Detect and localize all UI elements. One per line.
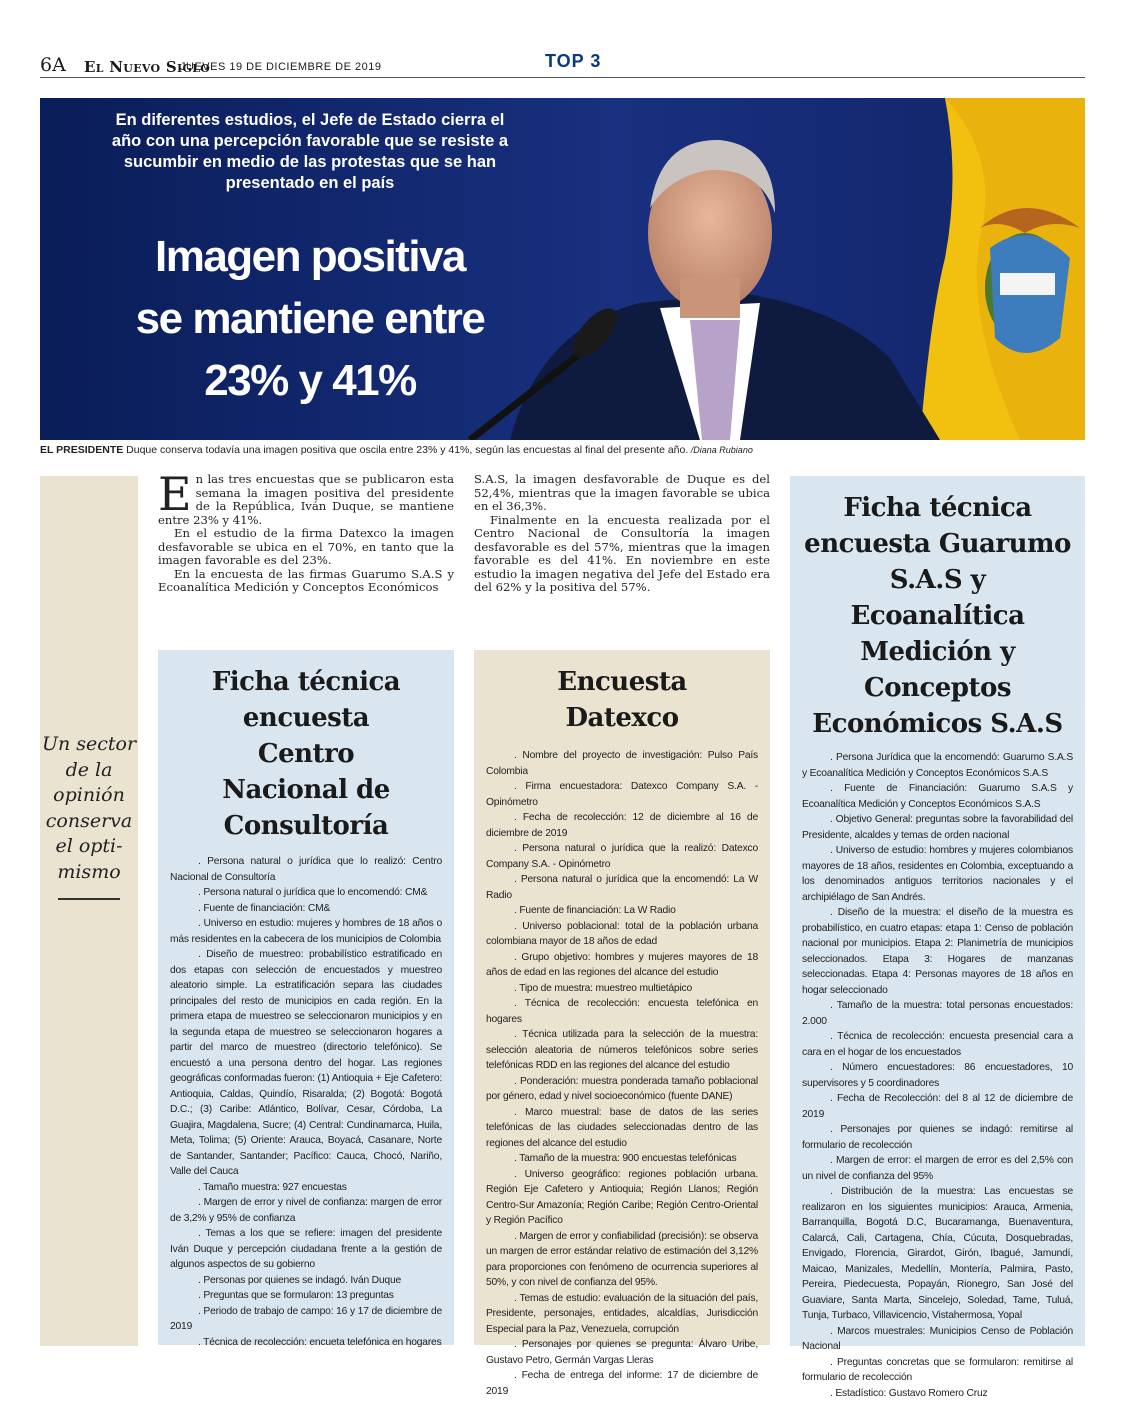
box-item: . Marcos muestrales: Municipios Censo de Población Nacional: [802, 1325, 1073, 1352]
pullquote-sidebar: [40, 476, 138, 1346]
box-item: . Fuente de Financiación: Guarumo S.A.S y Ecoanalítica Medición y Conceptos Económicos S.A.S: [802, 783, 1073, 810]
box-item: . Margen de error y nivel de confianza: margen de error de 3,2% y 95% de confianza: [170, 1197, 442, 1224]
article-paragraph-3: En la encuesta de las firmas Guarumo S.A.S y Ecoanalítica Medición y Conceptos Económicos: [158, 566, 454, 594]
box-item: . Tamaño de la muestra: total personas encuestados: 2.000: [802, 1000, 1073, 1027]
datexco-box: [474, 650, 770, 1397]
box-item: . Estadístico: Gustavo Romero Cruz: [830, 1387, 988, 1399]
box-item: . Diseño de muestreo: probabilístico estratificado en dos etapas con selección de encuestados y muestreo aleatorio simple. La estratificación separa las ciudades principales del resto de municipios en cada región. En la primera etapa de muestreo se seleccionaron municipios y en la segunda etapa de muestreo se seleccionaron hogares a partir del marco de muestreo (directorio telefónico). Se encuestó a una persona dentro del hogar. Las regiones geográficas conformadas fueron: (1) Antioquia + Eje Cafetero: Antioquia, Caldas, Quindío, Risaralda; (2) Bogotá: Bogotá D.C.; (3) Caribe: Atlántico, Bolívar, Cesar, Córdoba, La Guajira, Magdalena, Sucre; (4) Central: Cundinamarca, Huila, Meta, Tolima; (5) Oriente: Arauca, Boyacá, Casanare, Norte de Santander, Santander; Pacífico: Cauca, Chocó, Nariño, Valle del Cauca: [170, 949, 442, 1177]
article-paragraph-5: Finalmente en la encuesta realizada por el Centro Nacional de Consultoría la imagen desfavorable es del 57%, mientras que la imagen favorable es del 41%. En noviembre en este estudio la imagen negativa del Jefe del Estado era del 62% y la positiva del 57%.: [474, 512, 770, 594]
pullquote: Un sector de la opinión conserva el opti- mismo: [41, 733, 137, 883]
article-column-1: [158, 467, 454, 595]
box-item: . Temas de estudio: evaluación de la situación del país, Presidente, personajes, entidades, alcaldías, Jurisdicción Especial para la Paz, Venezuela, corrupción: [486, 1292, 758, 1335]
photo-caption: [40, 444, 1085, 456]
box-item: . Marco muestral: base de datos de las series telefónicas de las ciudades seleccionadas dentro de las regiones del alcance del estudio: [486, 1106, 758, 1149]
caption-text: Duque conserva todavía una imagen positiva que oscila entre 23% y 41%, según las encuestas al final del presente año.: [123, 444, 689, 456]
box-item: . Distribución de la muestra: Las encuestas se realizaron en los siguientes municipios: Arauca, Armenia, Barranquilla, Bogotá D.C, Bucaramanga, Buenaventura, Calarcá, Cali, Cartagena, Chía, Cúcuta, Dosquebradas, Envigado, Florencia, Girardot, Girón, Ibagué, Jamundí, Maicao, Manizales, Medellín, Montería, Palmira, Pasto, Pereira, Piedecuesta, Popayán, Rionegro, San José del Guaviare, Santa Marta, Sincelejo, Soledad, Tame, Tuluá, Tunja, Turbaco, Villavicencio, Vistahermosa, Yopal: [802, 1186, 1073, 1321]
guarumo-box-title: Ficha técnica encuesta Guarumo S.A.S y Ecoanalítica Medición y Conceptos Económicos S.A.S: [804, 493, 1071, 739]
page-header: [40, 51, 1085, 78]
box-item: . Persona natural o jurídica que lo realizó: Centro Nacional de Consultoría: [170, 856, 442, 883]
box-item: . Personajes por quienes se indagó: remitirse al formulario de recolección: [802, 1124, 1073, 1151]
box-item: . Universo en estudio: mujeres y hombres de 18 años o más residentes en la cabecera de los municipios de Colombia: [170, 918, 442, 945]
headline-line-1: Imagen positiva: [154, 232, 466, 281]
cnc-box-items: [158, 844, 454, 1350]
box-item: . Nombre del proyecto de investigación: Pulso País Colombia: [486, 750, 758, 777]
box-item: . Fecha de entrega del informe: 17 de diciembre de 2019: [486, 1370, 758, 1397]
hero-deck: En diferentes estudios, el Jefe de Estado cierra el año con una percepción favorable que se resiste a sucumbir en medio de las protestas que se han presentado en el país: [111, 111, 509, 192]
box-item: . Número encuestadores: 86 encuestadores, 10 supervisores y 5 coordinadores: [802, 1062, 1073, 1089]
box-item: . Preguntas que se formularon: 13 preguntas: [198, 1290, 394, 1301]
box-item: . Personajes por quienes se pregunta: Álvaro Uribe, Gustavo Petro, Germán Vargas Lleras: [486, 1339, 758, 1366]
caption-credit: /Diana Rubiano: [688, 445, 753, 455]
box-item: . Margen de error: el margen de error es del 2,5% con un nivel de confianza del 95%: [802, 1155, 1073, 1182]
box-item: . Periodo de trabajo de campo: 16 y 17 de diciembre de 2019: [170, 1305, 442, 1332]
box-item: . Tamaño de la muestra: 900 encuestas telefónicas: [514, 1153, 737, 1164]
box-item: . Universo geográfico: regiones población urbana. Región Eje Cafetero y Antioquia; Región Llanos; Región Centro-Sur Amazonía; Región Caribe; Región Centro-Oriental y Región Pacífico: [486, 1168, 758, 1226]
box-item: . Fecha de recolección: 12 de diciembre al 16 de diciembre de 2019: [486, 812, 758, 839]
box-item: . Técnica utilizada para la selección de la muestra: selección aleatoria de números telefónicos sobre series telefónicas RDD en las regiones del alcance del estudio: [486, 1029, 758, 1071]
box-item: . Fecha de Recolección: del 8 al 12 de diciembre de 2019: [802, 1093, 1073, 1120]
headline-line-3: 23% y 41%: [204, 356, 416, 405]
datexco-box-items: [474, 736, 770, 1399]
box-item: . Grupo objetivo: hombres y mujeres mayores de 18 años de edad en las regiones del alcance del estudio: [486, 951, 758, 978]
box-item: . Margen de error y confiabilidad (precisión): se observa un margen de error estándar relativo de estimación del 3,12% para proporciones con fenómeno de ocurrencia superiores al 50%, y con nivel de confianza del 95%.: [486, 1230, 758, 1288]
section-label: TOP 3: [545, 51, 602, 71]
guarumo-technical-box: [790, 476, 1085, 1399]
headline: [100, 226, 520, 412]
page-number: 6A: [40, 54, 66, 76]
box-item: . Técnica de recolección: encuesta presencial cara a cara en el hogar de los encuestados: [802, 1031, 1073, 1058]
box-item: . Firma encuestadora: Datexco Company S.A. - Opinómetro: [486, 781, 758, 808]
pullquote-rule: [58, 898, 120, 900]
cnc-technical-box: [158, 650, 454, 1348]
box-item: . Fuente de financiación: CM&: [198, 902, 331, 914]
box-item: . Tamaño muestra: 927 encuestas: [198, 1181, 347, 1193]
box-item: . Persona natural o jurídica que la encomendó: La W Radio: [486, 874, 758, 901]
article-paragraph-4: S.A.S, la imagen desfavorable de Duque es del 52,4%, mientras que la imagen favorable se ubica en el 36,3%.: [474, 472, 770, 513]
datexco-box-title: Encuesta Datexco: [557, 667, 687, 733]
headline-line-2: se mantiene entre: [135, 294, 485, 343]
box-item: . Diseño de la muestra: el diseño de la muestra es probabilístico, en cuatro etapas: etapa 1: Censo de población nacional por municipios. Etapa 2: Planimetría de municipios seleccionados. Etapa 3: Hogares de manzanas seleccionadas. Etapa 4: Personas mayores de 18 años en hogar seleccionado: [802, 907, 1073, 996]
box-item: . Ponderación: muestra ponderada tamaño poblacional por género, edad y nivel socioeconómico (fuente DANE): [486, 1075, 758, 1102]
box-item: . Persona natural o jurídica que la realizó: Datexco Company S.A. - Opinómetro: [486, 843, 758, 870]
box-item: . Persona Jurídica que la encomendó: Guarumo S.A.S y Ecoanalítica Medición y Conceptos Económicos S.A.S: [802, 752, 1073, 779]
drop-cap: E: [158, 467, 192, 521]
box-item: . Objetivo General: preguntas sobre la favorabilidad del Presidente, alcaldes y temas de orden nacional: [802, 814, 1073, 841]
article-column-2: [474, 473, 770, 595]
box-item: . Técnica de recolección: encuesta telefónica en hogares: [486, 998, 758, 1025]
box-item: . Preguntas concretas que se formularon: remitirse al formulario de recolección: [802, 1356, 1073, 1383]
box-item: . Universo poblacional: total de la población urbana colombiana mayor de 18 años de edad: [486, 920, 758, 947]
box-item: . Técnica de recolección: encueta telefónica en hogares: [198, 1336, 442, 1348]
article-paragraph-2: En el estudio de la firma Datexco la imagen desfavorable se ubica en el 70%, en tanto que la imagen favorable es del 23%.: [158, 526, 454, 567]
box-item: . Temas a los que se refiere: imagen del presidente Iván Duque y percepción ciudadana frente a la gestión de algunos aspectos de su gobierno: [170, 1228, 442, 1270]
caption-label: EL PRESIDENTE: [40, 444, 124, 456]
box-item: . Universo de estudio: hombres y mujeres colombianos mayores de 18 años, residentes en Colombia, exceptuando a los denominados antiguos territorios nacionales y el archipiélago de San Andrés.: [802, 845, 1073, 903]
box-item: . Persona natural o jurídica que lo encomendó: CM&: [198, 887, 428, 898]
edition-date: JUEVES 19 DE DICIEMBRE DE 2019: [180, 61, 382, 73]
guarumo-box-items: [790, 742, 1085, 1401]
box-item: . Personas por quienes se indagó. Iván Duque: [198, 1274, 402, 1286]
cnc-box-title: Ficha técnica encuesta Centro Nacional de Consultoría: [211, 667, 401, 841]
hero-banner: [40, 98, 1085, 440]
article-paragraph-1: En las tres encuestas que se publicaron esta semana la imagen positiva del presidente de la República, Iván Duque, se mantiene entre 23% y 41%.: [158, 467, 454, 527]
box-item: . Tipo de muestra: muestreo multietápico: [514, 982, 693, 994]
box-item: . Fuente de financiación: La W Radio: [514, 905, 676, 916]
newspaper-masthead: El Nuevo Siglo: [84, 58, 211, 76]
